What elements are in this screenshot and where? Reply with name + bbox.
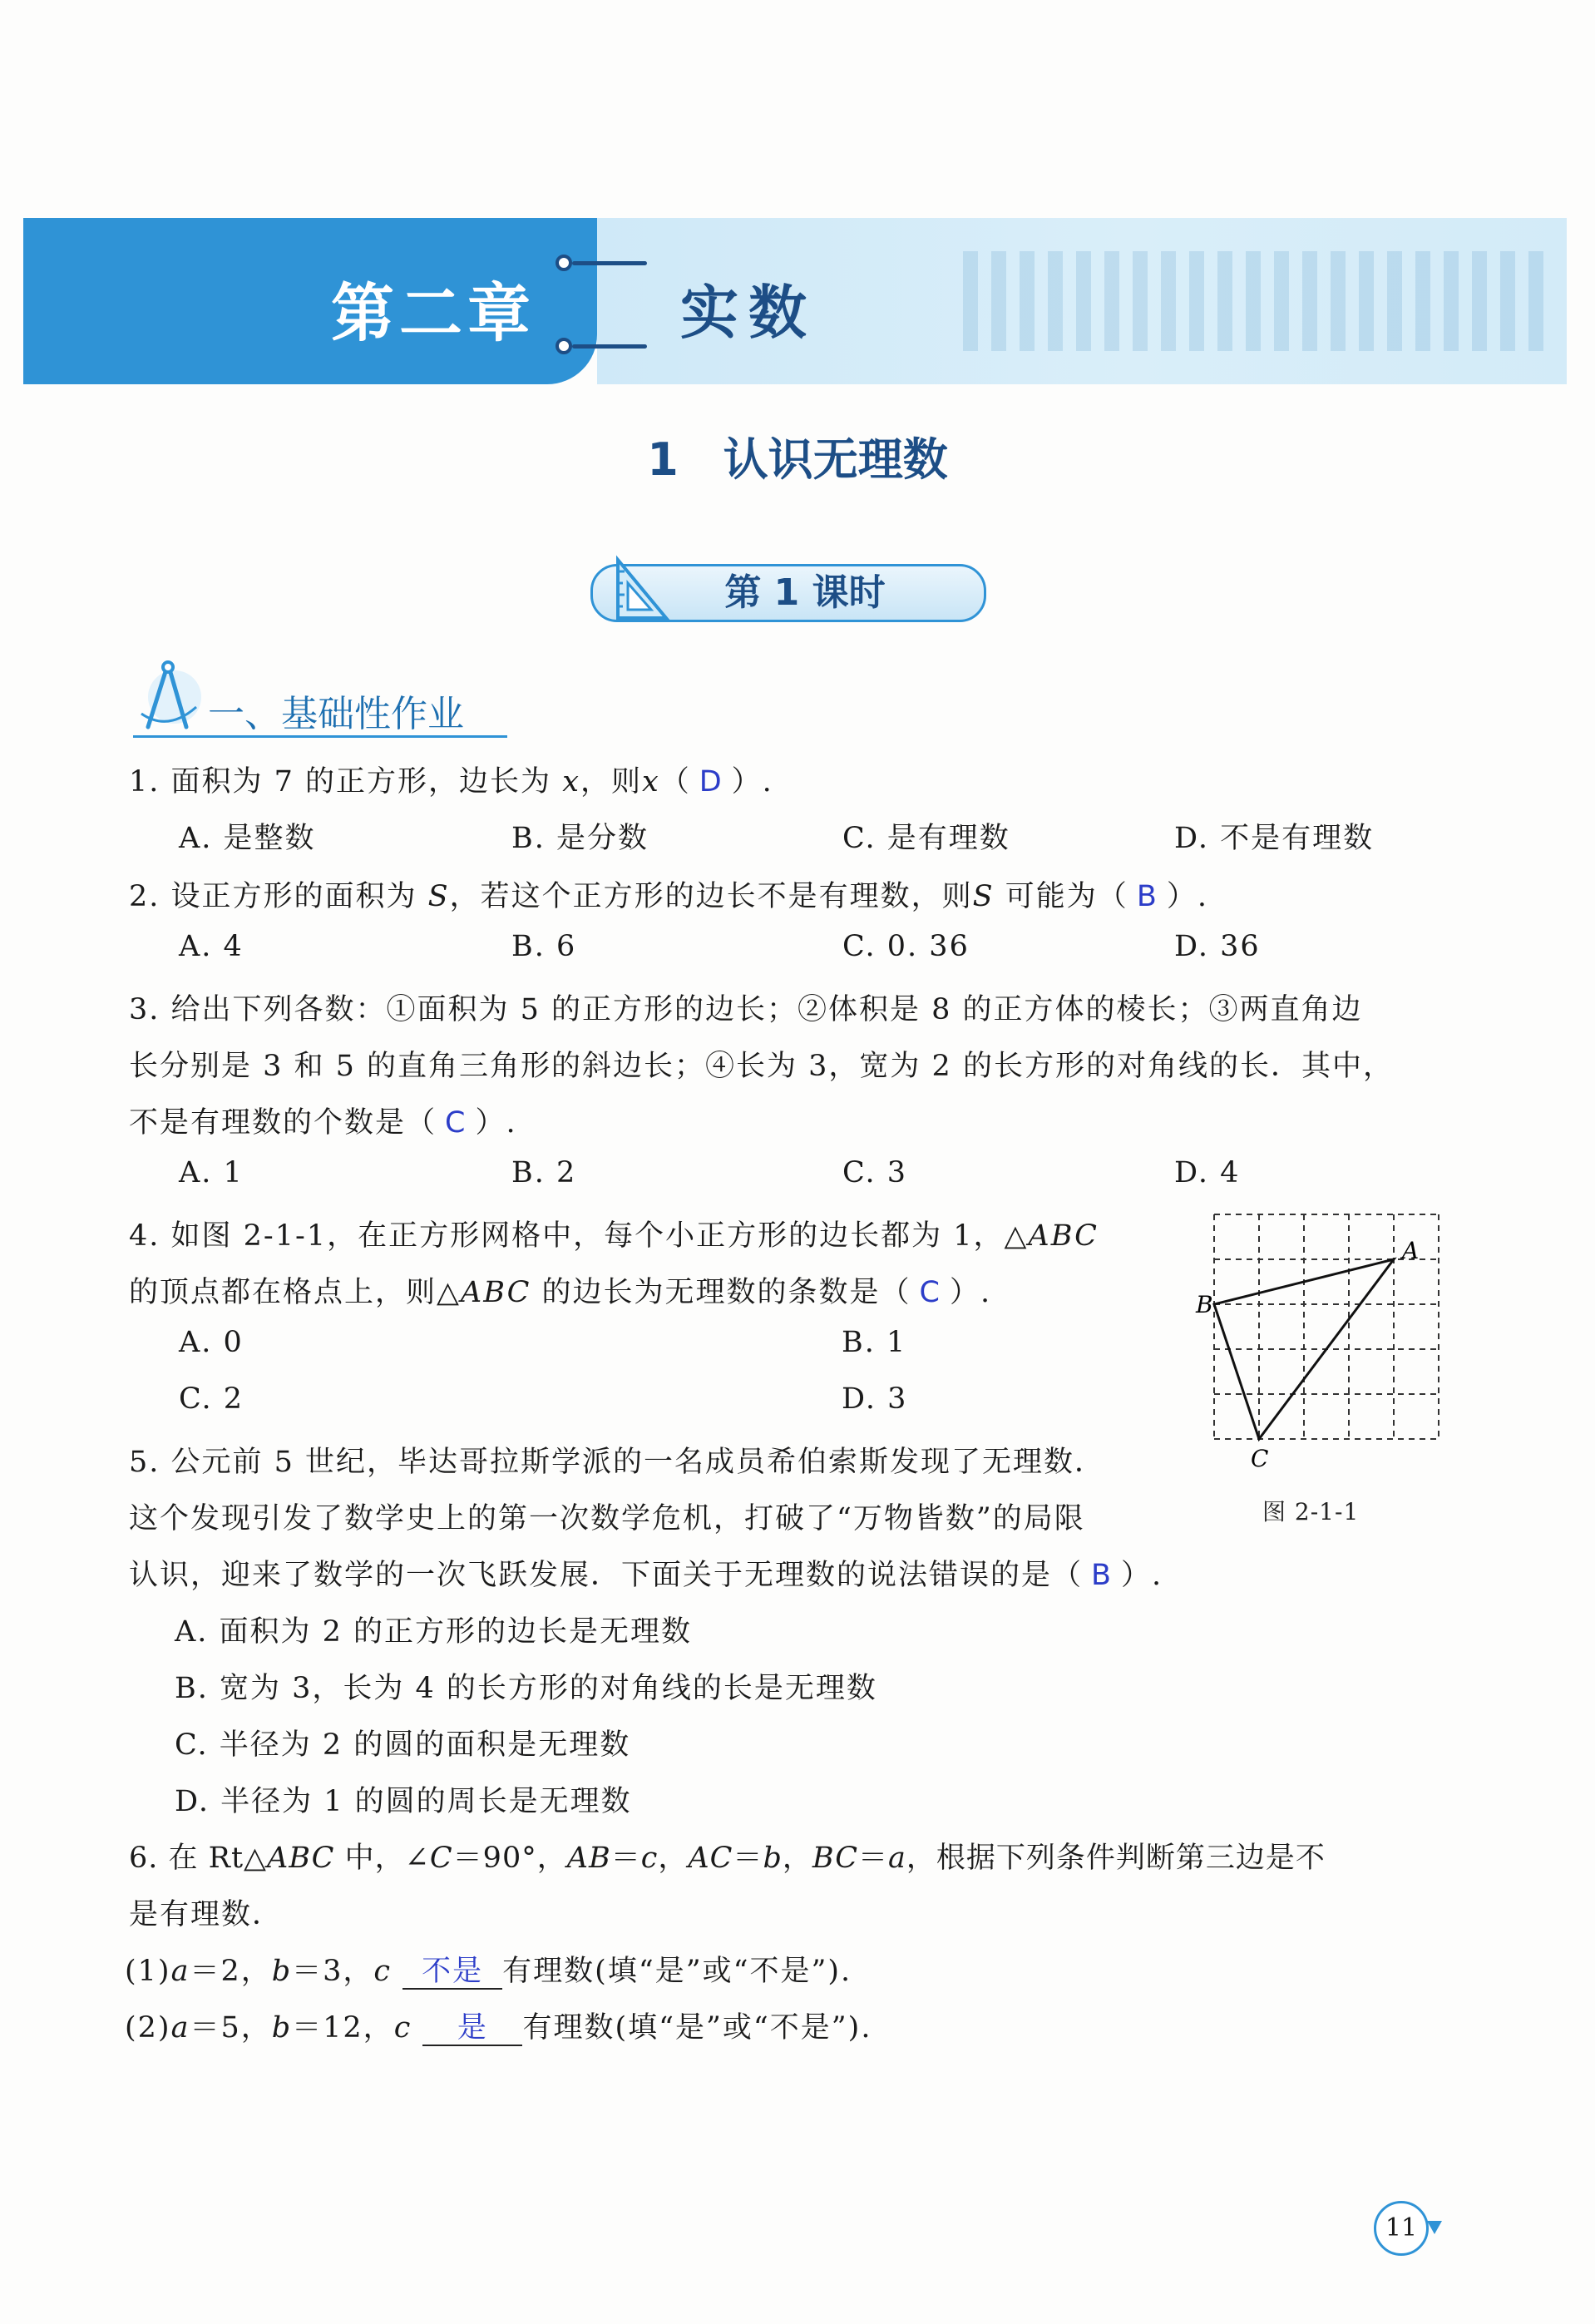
question-6-sub-1-answer: 不是 bbox=[422, 1955, 484, 1988]
variable-x: x bbox=[562, 765, 580, 799]
variable-x: x bbox=[641, 765, 660, 799]
question-1-answer: D bbox=[699, 765, 723, 799]
triangle-abc: ABC bbox=[460, 1276, 531, 1309]
question-1-option-c: C. 是有理数 bbox=[842, 822, 1010, 855]
question-5-option-d: D. 半径为 1 的圆的周长是无理数 bbox=[175, 1785, 632, 1818]
question-6-stem-end: ，根据下列条件判断第三边是不 bbox=[906, 1842, 1326, 1875]
banner-faint-pattern bbox=[963, 251, 1545, 351]
chapter-number: 第二章 bbox=[331, 276, 536, 350]
question-4-option-c: C. 2 bbox=[179, 1382, 244, 1416]
lesson-label: 第 1 课时 bbox=[724, 571, 886, 614]
value-a: ＝5， bbox=[190, 2011, 272, 2045]
variable-a: a bbox=[888, 1842, 906, 1875]
variable-s: S bbox=[427, 880, 450, 913]
section-title: 1 认识无理数 bbox=[647, 433, 948, 486]
question-4-option-d: D. 3 bbox=[842, 1382, 908, 1416]
banner-deco-line-top bbox=[572, 261, 647, 265]
question-5-line-3 bbox=[129, 1552, 1163, 1594]
value-b: ＝3， bbox=[292, 1955, 374, 1988]
banner-deco-dot-top bbox=[556, 255, 572, 271]
question-3-stem: 不是有理数的个数是（ bbox=[129, 1106, 437, 1140]
angle-value: ＝90°， bbox=[452, 1842, 567, 1875]
arrow-down-icon bbox=[1427, 2221, 1442, 2234]
question-3-line-3 bbox=[129, 1100, 517, 1141]
variable-b: b bbox=[271, 1955, 293, 1988]
question-4-option-b: B. 1 bbox=[842, 1326, 907, 1359]
question-1-stem: 1. 面积为 7 的正方形，边长为 bbox=[129, 765, 552, 799]
variable-a: a bbox=[170, 1955, 190, 1988]
paren-close: ）. bbox=[1166, 880, 1208, 913]
question-5-answer: B bbox=[1091, 1559, 1114, 1592]
question-4-stem-3: 的边长为无理数的条数是（ bbox=[541, 1276, 911, 1309]
question-4-line-2 bbox=[129, 1269, 991, 1311]
question-2-option-d: D. 36 bbox=[1174, 930, 1261, 963]
question-5-option-a: A. 面积为 2 的正方形的边长是无理数 bbox=[175, 1615, 693, 1649]
figure-caption: 图 2-1-1 bbox=[1262, 1498, 1360, 1525]
variable-c: c bbox=[393, 2011, 412, 2045]
side-ac: AC bbox=[688, 1842, 733, 1875]
sub-label: (2) bbox=[125, 2011, 171, 2045]
paren-close: ）. bbox=[475, 1106, 517, 1140]
question-1-stem-mid: ，则 bbox=[580, 765, 642, 799]
question-6-sub-1 bbox=[125, 1948, 852, 1990]
question-2-option-c: C. 0. 36 bbox=[842, 930, 970, 963]
triangle-abc: ABC bbox=[266, 1842, 335, 1875]
question-2-stem: 2. 设正方形的面积为 bbox=[129, 880, 417, 913]
question-6-line-2: 是有理数． bbox=[129, 1898, 284, 1931]
question-6-line-1 bbox=[129, 1835, 1326, 1877]
sub-stem: 有理数(填“是”或“不是”). bbox=[502, 1955, 852, 1988]
figure-grid-triangle bbox=[1196, 1210, 1455, 1485]
question-5-line-1: 5. 公元前 5 世纪，毕达哥拉斯学派的一名成员希伯索斯发现了无理数． bbox=[129, 1446, 1106, 1479]
question-2 bbox=[129, 873, 1208, 915]
sub-label: (1) bbox=[125, 1955, 171, 1988]
paren-close: ）. bbox=[949, 1276, 992, 1309]
question-3-line-1: 3. 给出下列各数：①面积为 5 的正方形的边长；②体积是 8 的正方体的棱长；③两直角边 bbox=[129, 993, 1363, 1026]
paren-open: （ bbox=[659, 765, 691, 799]
question-3-option-b: B. 2 bbox=[511, 1156, 577, 1189]
value-b: ＝12， bbox=[292, 2011, 394, 2045]
question-1-option-b: B. 是分数 bbox=[511, 822, 649, 855]
variable-b: b bbox=[763, 1842, 783, 1875]
answer-blank[interactable] bbox=[422, 2011, 522, 2046]
figure-label-c: C bbox=[1251, 1445, 1269, 1472]
figure-label-b: B bbox=[1196, 1291, 1213, 1318]
figure-label-a: A bbox=[1402, 1237, 1420, 1264]
variable-s: S bbox=[972, 880, 995, 913]
question-3-line-2: 长分别是 3 和 5 的直角三角形的斜边长；④长为 3，宽为 2 的长方形的对角线的长．其中， bbox=[129, 1050, 1394, 1083]
equals: ＝ bbox=[733, 1842, 763, 1875]
question-5-stem: 认识，迎来了数学的一次飞跃发展．下面关于无理数的说法错误的是（ bbox=[129, 1559, 1084, 1592]
question-1-option-a: A. 是整数 bbox=[179, 822, 316, 855]
side-ab: AB bbox=[566, 1842, 611, 1875]
category-underline bbox=[133, 735, 507, 738]
question-3-answer: C bbox=[445, 1106, 467, 1140]
question-6-sub-2-answer: 是 bbox=[457, 2011, 488, 2045]
angle-symbol: 中，∠ bbox=[344, 1842, 430, 1875]
question-4-option-a: A. 0 bbox=[179, 1326, 244, 1359]
question-5-option-b: B. 宽为 3，长为 4 的长方形的对角线的长是无理数 bbox=[175, 1672, 877, 1705]
question-1-option-d: D. 不是有理数 bbox=[1174, 822, 1375, 855]
question-2-option-b: B. 6 bbox=[511, 930, 577, 963]
question-5-line-2: 这个发现引发了数学史上的第一次数学危机，打破了“万物皆数”的局限 bbox=[129, 1502, 1085, 1535]
question-3-option-a: A. 1 bbox=[179, 1156, 244, 1189]
question-4-stem: 4. 如图 2-1-1，在正方形网格中，每个小正方形的边长都为 1，△ bbox=[129, 1219, 1029, 1253]
question-1 bbox=[129, 759, 773, 800]
question-3-option-d: D. 4 bbox=[1174, 1156, 1241, 1189]
question-3-option-c: C. 3 bbox=[842, 1156, 908, 1189]
question-4-line-1 bbox=[129, 1213, 1099, 1254]
question-4-stem-2: 的顶点都在格点上，则△ bbox=[129, 1276, 461, 1309]
compass-icon bbox=[131, 655, 206, 735]
question-2-stem-mid: ，若这个正方形的边长不是有理数，则 bbox=[449, 880, 973, 913]
lesson-pill bbox=[590, 564, 986, 622]
sub-stem: 有理数(填“是”或“不是”). bbox=[522, 2011, 872, 2045]
question-6-sub-2 bbox=[125, 2005, 872, 2046]
value-a: ＝2， bbox=[190, 1955, 272, 1988]
question-2-option-a: A. 4 bbox=[179, 930, 244, 963]
page-number: 11 bbox=[1385, 2213, 1418, 2242]
question-5-option-c: C. 半径为 2 的圆的面积是无理数 bbox=[175, 1728, 631, 1762]
comma: ， bbox=[782, 1842, 812, 1875]
question-6-stem: 6. 在 Rt△ bbox=[129, 1842, 267, 1875]
triangle-abc: ABC bbox=[1028, 1219, 1099, 1253]
variable-a: a bbox=[170, 2011, 190, 2045]
banner-deco-line-bottom bbox=[572, 344, 647, 349]
answer-blank[interactable] bbox=[402, 1955, 502, 1990]
banner-deco-dot-bottom bbox=[556, 338, 572, 354]
comma: ， bbox=[658, 1842, 689, 1875]
variable-b: b bbox=[271, 2011, 293, 2045]
equals: ＝ bbox=[858, 1842, 889, 1875]
angle-c: C bbox=[429, 1842, 453, 1875]
question-4-answer: C bbox=[919, 1276, 941, 1309]
chapter-title: 实数 bbox=[680, 279, 817, 347]
category-heading: 一、基础性作业 bbox=[208, 693, 464, 735]
side-bc: BC bbox=[812, 1842, 859, 1875]
equals: ＝ bbox=[610, 1842, 641, 1875]
question-2-stem-post: 可能为（ bbox=[1005, 880, 1128, 913]
paren-close: ）. bbox=[1121, 1559, 1163, 1592]
chapter-banner bbox=[23, 218, 1567, 384]
paren-close: ）. bbox=[731, 765, 773, 799]
variable-c: c bbox=[373, 1955, 393, 1988]
variable-c: c bbox=[640, 1842, 659, 1875]
question-2-answer: B bbox=[1136, 880, 1158, 913]
